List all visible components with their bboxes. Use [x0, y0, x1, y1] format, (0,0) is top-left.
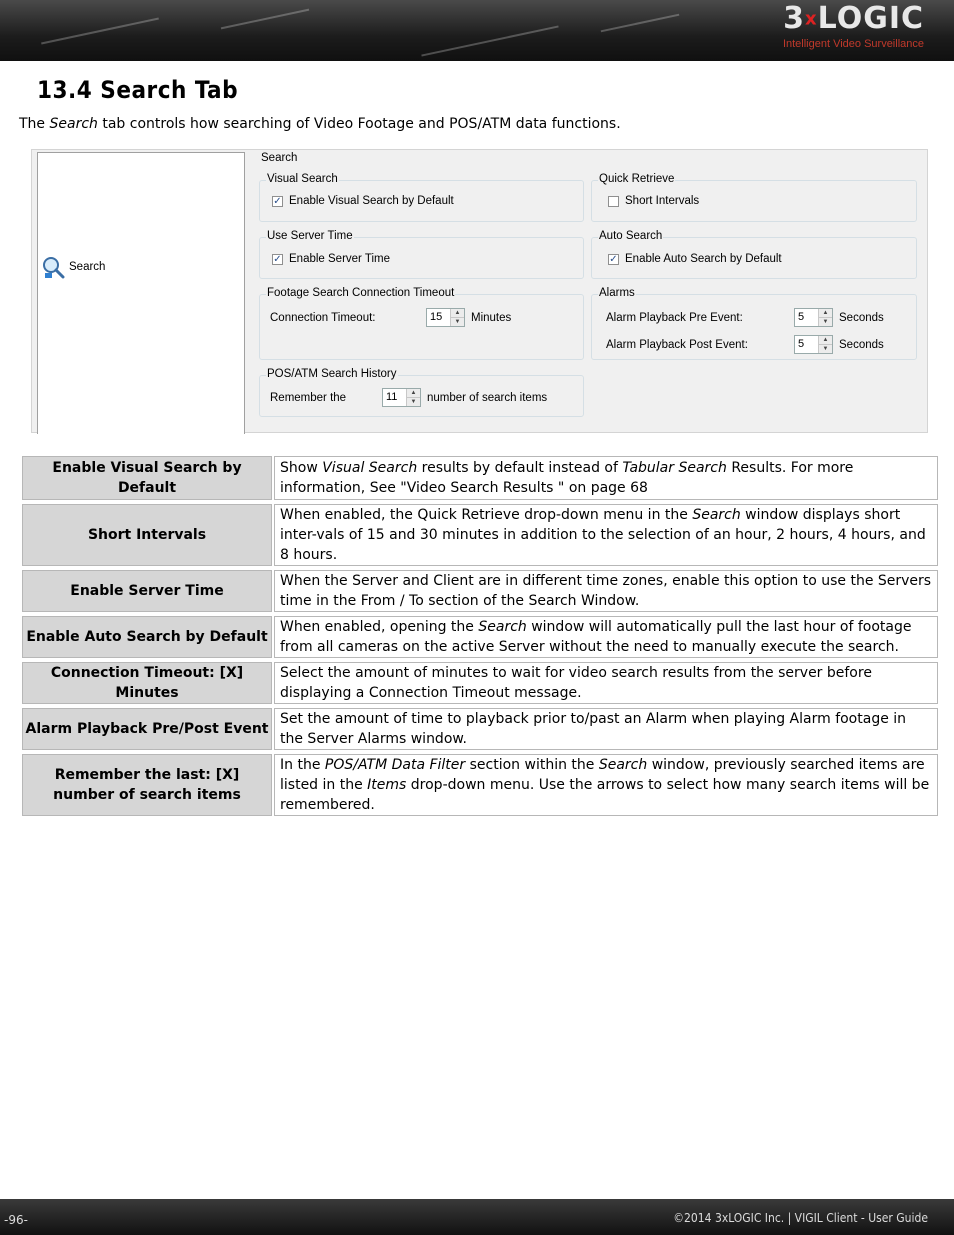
pos-history-title: POS/ATM Search History	[267, 368, 397, 380]
stepper-up-arrow-icon[interactable]: ▲	[451, 309, 464, 317]
table-row	[22, 708, 938, 750]
connection-timeout-group	[259, 294, 584, 360]
enable-visual-search-label: Enable Visual Search by Default	[289, 195, 454, 207]
pos-history-stepper[interactable]: 11 ▲ ▼	[382, 388, 421, 407]
pos-history-label: Remember the	[270, 391, 347, 404]
table-row	[22, 456, 938, 500]
quick-retrieve-title: Quick Retrieve	[599, 173, 675, 185]
nav-item-search[interactable]	[41, 255, 105, 279]
settings-description-table	[20, 452, 940, 820]
intro-paragraph: The Search tab controls how searching of Video Footage and POS/ATM data functions.	[19, 116, 621, 132]
search-settings-screenshot	[31, 149, 928, 433]
table-row	[22, 504, 938, 566]
description-cell: Select the amount of minutes to wait for video search results from the server before displaying a Connection Timeout message.	[274, 662, 938, 704]
term-cell: Alarm Playback Pre/Post Event	[22, 708, 272, 750]
description-cell: When enabled, the Quick Retrieve drop-down menu in the Search window displays short inter-vals of 15 and 30 minutes in addition to the selection of an hour, 2 hours, 4 hours, and 8 hours.	[274, 504, 938, 566]
short-intervals-checkbox[interactable]	[608, 196, 619, 207]
nav-item-label: Search	[69, 261, 106, 273]
page-header-banner	[0, 0, 954, 61]
description-cell: Set the amount of time to playback prior to/past an Alarm when playing Alarm footage in the Server Alarms window.	[274, 708, 938, 750]
server-time-title: Use Server Time	[267, 230, 353, 242]
logo-tagline: Intelligent Video Surveillance	[782, 37, 924, 50]
section-heading: 13.4 Search Tab	[37, 76, 239, 104]
enable-server-time-label: Enable Server Time	[289, 253, 390, 265]
description-cell: In the POS/ATM Data Filter section within the Search window, previously searched items are listed in the Items drop-down menu. Use the arrows to select how many search items will be remembered.	[274, 754, 938, 816]
connection-timeout-title: Footage Search Connection Timeout	[267, 287, 455, 299]
stepper-up-arrow-icon[interactable]: ▲	[407, 389, 420, 397]
auto-search-title: Auto Search	[599, 230, 663, 242]
description-cell: When the Server and Client are in different time zones, enable this option to use the Servers time in the From / To section of the Search Window.	[274, 570, 938, 612]
table-row	[22, 570, 938, 612]
page-footer	[0, 1199, 954, 1235]
page-number: -96-	[4, 1213, 28, 1227]
term-cell: Enable Visual Search by Default	[22, 456, 272, 500]
alarm-pre-event-label: Alarm Playback Pre Event:	[606, 311, 743, 324]
description-cell: When enabled, opening the Search window will automatically pull the last hour of footage from all cameras on the active Server without the need to manually execute the search.	[274, 616, 938, 658]
alarm-post-event-unit: Seconds	[839, 338, 884, 351]
stepper-down-arrow-icon[interactable]: ▼	[407, 397, 420, 406]
description-cell: Show Visual Search results by default instead of Tabular Search Results. For more information, See "Video Search Results " on page 68	[274, 456, 938, 500]
term-cell: Connection Timeout: [X] Minutes	[22, 662, 272, 704]
table-row	[22, 662, 938, 704]
stepper-up-arrow-icon[interactable]: ▲	[819, 336, 832, 344]
alarm-post-event-stepper[interactable]: 5 ▲ ▼	[794, 335, 833, 354]
footer-copyright: ©2014 3xLOGIC Inc. | VIGIL Client - User Guide	[673, 1211, 928, 1225]
stepper-up-arrow-icon[interactable]: ▲	[819, 309, 832, 317]
enable-auto-search-checkbox[interactable]: ✓	[609, 253, 618, 265]
settings-nav-list	[37, 152, 245, 434]
alarm-pre-event-unit: Seconds	[839, 311, 884, 324]
enable-auto-search-label: Enable Auto Search by Default	[625, 253, 782, 265]
term-cell: Enable Auto Search by Default	[22, 616, 272, 658]
stepper-down-arrow-icon[interactable]: ▼	[819, 317, 832, 326]
connection-timeout-unit: Minutes	[471, 311, 512, 324]
table-row	[22, 754, 938, 816]
alarms-title: Alarms	[599, 287, 635, 299]
stepper-down-arrow-icon[interactable]: ▼	[819, 344, 832, 353]
pos-history-suffix: number of search items	[427, 391, 548, 404]
search-magnifier-icon	[41, 255, 65, 279]
alarm-post-event-label: Alarm Playback Post Event:	[606, 338, 748, 351]
enable-visual-search-checkbox[interactable]: ✓	[273, 195, 282, 207]
stepper-down-arrow-icon[interactable]: ▼	[451, 317, 464, 326]
alarm-pre-event-stepper[interactable]: 5 ▲ ▼	[794, 308, 833, 327]
term-cell: Short Intervals	[22, 504, 272, 566]
panel-title: Search	[261, 152, 298, 164]
short-intervals-label: Short Intervals	[625, 195, 700, 207]
enable-server-time-checkbox[interactable]: ✓	[273, 253, 282, 265]
table-row	[22, 616, 938, 658]
term-cell: Remember the last: [X] number of search items	[22, 754, 272, 816]
company-logo: 3xLOGIC Intelligent Video Surveillance	[782, 1, 924, 50]
term-cell: Enable Server Time	[22, 570, 272, 612]
connection-timeout-label: Connection Timeout:	[270, 311, 376, 324]
connection-timeout-stepper[interactable]: 15 ▲ ▼	[426, 308, 465, 327]
visual-search-title: Visual Search	[267, 173, 338, 185]
